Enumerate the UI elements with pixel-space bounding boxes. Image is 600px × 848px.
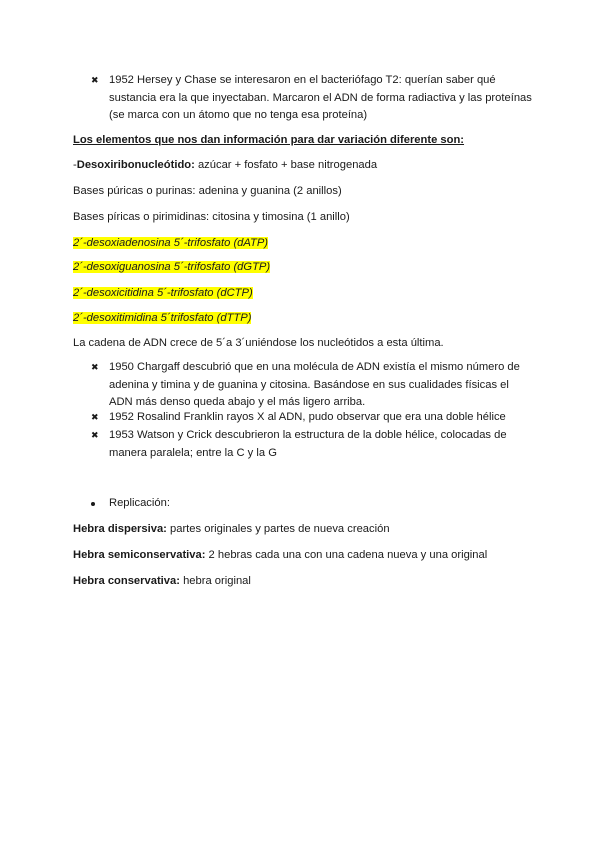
- x-marker-icon: ✖: [91, 362, 99, 372]
- highlighted-line: [73, 309, 533, 327]
- definition-text: azúcar + fosfato + base nitrogenada: [194, 159, 378, 171]
- hebra-line: [73, 546, 533, 564]
- definition-term: Desoxiribonucleótido:: [76, 159, 195, 171]
- definition-line: [73, 156, 533, 174]
- list-item-text: 1950 Chargaff descubrió que en una molécula de ADN existía el mismo número de adenina y timina y de guanina y citosina. Basándose en sus cualidades físicas el ADN más denso queda abajo y el más ligero arriba.: [109, 361, 520, 408]
- hebra-text: partes originales y partes de nueva creación: [166, 523, 390, 535]
- x-marker-icon: ✖: [91, 412, 99, 422]
- list-item-text: Replicación:: [109, 497, 170, 509]
- list-item: [91, 72, 534, 125]
- list-item-text: 1952 Rosalind Franklin rayos X al ADN, pudo observar que era una doble hélice: [109, 411, 506, 423]
- highlighted-text: 2´-desoxitimidina 5´trifosfato (dTTP): [73, 312, 252, 324]
- hebra-text: hebra original: [179, 575, 251, 587]
- x-marker-icon: ✖: [91, 430, 99, 440]
- bullet-dot-icon: [91, 502, 95, 506]
- highlighted-text: 2´-desoxicitidina 5´-trifosfato (dCTP): [73, 287, 253, 299]
- hebra-term: Hebra conservativa:: [73, 575, 180, 587]
- highlighted-line: [73, 258, 533, 276]
- highlighted-text: 2´-desoxiguanosina 5´-trifosfato (dGTP): [73, 261, 271, 273]
- list-item: [91, 409, 534, 427]
- list-item: [109, 495, 534, 513]
- hebra-term: Hebra dispersiva:: [73, 523, 167, 535]
- hebra-line: [73, 520, 533, 538]
- highlighted-line: [73, 284, 533, 302]
- hebra-line: [73, 572, 533, 590]
- list-item: [91, 359, 534, 412]
- list-item: [91, 427, 534, 462]
- section-heading: Los elementos que nos dan información para dar variación diferente son:: [73, 134, 465, 146]
- hebra-text: 2 hebras cada una con una cadena nueva y una original: [205, 549, 488, 561]
- cadena-line: La cadena de ADN crece de 5´a 3´uniéndose los nucleótidos a esta última.: [73, 337, 444, 349]
- hebra-term: Hebra semiconservativa:: [73, 549, 206, 561]
- x-marker-icon: ✖: [91, 75, 99, 85]
- highlighted-line: [73, 234, 533, 252]
- dash-prefix: -: [73, 159, 77, 171]
- highlighted-text: 2´-desoxiadenosina 5´-trifosfato (dATP): [73, 237, 269, 249]
- list-item-text: 1952 Hersey y Chase se interesaron en el bacteriófago T2: querían saber qué sustancia era la que inyectaban. Marcaron el ADN de forma radiactiva y las proteínas (se marca con un átomo que no tenga esa proteína): [109, 74, 532, 121]
- list-item-text: 1953 Watson y Crick descubrieron la estructura de la doble hélice, colocadas de manera paralela; entre la C y la G: [109, 429, 507, 459]
- bases-piricas-line: Bases píricas o pirimidinas: citosina y timosina (1 anillo): [73, 211, 350, 223]
- bases-puricas-line: Bases púricas o purinas: adenina y guanina (2 anillos): [73, 185, 342, 197]
